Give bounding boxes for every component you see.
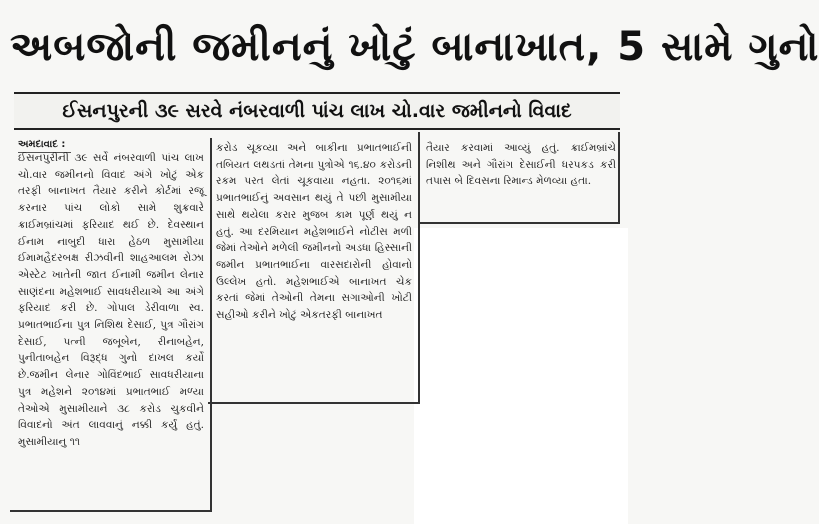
blank-area [414, 228, 628, 524]
article-column-1 [18, 150, 204, 502]
article-column-3 [426, 140, 616, 210]
headline: અબજોની જમીનનું ખોટું બાનાખાત, 5 સામે ગુનો [10, 24, 819, 70]
column-1-text: ઈસનપુરીની ૩૯ સર્વે નંબરવાળી પાંચ લાખ ચો.વાર જમીનનો વિવાદ અંગે ખોટું એક તરફી બાનાખત તૈયાર કરીને કોર્ટમાં રજૂ કરનાર પાંચ લોકો સામે શુક્રવારે ક્રાઈમબ્રાંચમાં ફરિયાદ થઈ છે. દેવસ્થાન ઈનામ નાબુદી ધારા હેઠળ મુસામીયા ઈમામહૈદરબક્ષ રીઝવીની શાહઆલમ રોઝા એસ્ટેટ ખાતેની જાત ઈનામી જમીન લેનાર સાણંદના મહેશભાઈ સાવધરીયાએ આ અંગે ફરિયાદ કરી છે. ગોપાલ ડેરીવાળા સ્વ. પ્રભાતભાઈના પુત્ર નિશિથ દેસાઈ, પુત્ર ગૌરાંગ દેસાઈ, પત્ની જબૂબેન, રીનાબહેન, પુનીતાબહેન વિરૂદ્ધ ગુનો દાખલ કર્યો છે.જમીન લેનાર ગોવિંદભાઈ સાવધરીયાના પુત્ર મહેશને ૨૦૧૪માં પ્રભાતભાઈ મળ્યા તેઓએ મુસામીયાને ૩૮ કરોડ ચુકવીને વિવાદનો અંત લાવવાનું નક્કી કર્યું હતું. મુસામીયાનુ ૧૧ [18, 152, 204, 448]
dateline: અમદાવાદ : [18, 138, 71, 153]
article-column-2 [216, 140, 412, 395]
column-3-text: તૈયાર કરવામાં આવ્યું હતું. ક્રાઈમબ્રાંચે નિશીથ અને ગૌરાંગ દેસાઈની ધરપકડ કરી તપાસ બે દિવસના રિમાન્ડ મેળવ્યા હતા. [426, 142, 616, 188]
subheadline-banner [14, 92, 620, 130]
column-2-text: કરોડ ચૂકવ્યા અને બાકીના પ્રભાતભાઈની તબિયત લથડતાં તેમના પુત્રોએ ૧૬.૪૦ કરોડની રકમ પરત લેતાં ચૂકવાયા નહતા. ૨૦૧૬માં પ્રભાતભાઈનું અવસાન થયું તે પછી મુસામીયા સાથે થયેલા કરાર મુજબ કામ પૂર્ણ થયું ન હતું. આ દરમિયાન મહેશભાઈને નોટીસ મળી જેમાં તેઓને મળેલી જમીનનો અડધા હિસ્સાની જમીન પ્રભાતભાઈના વારસદારોની હોવાનો ઉલ્લેખ હતો. મહેશભાઈએ બાનાખત ચેક કરતાં જેમાં તેઓની તેમના સગાઓની ખોટી સહીઓ કરીને ખોટું એકતરફી બાનાખત [216, 142, 412, 322]
subheadline: ઈસનપુરની ૩૯ સરવે નંબરવાળી પાંચ લાખ ચો.વાર જમીનનો વિવાદ [62, 100, 572, 122]
